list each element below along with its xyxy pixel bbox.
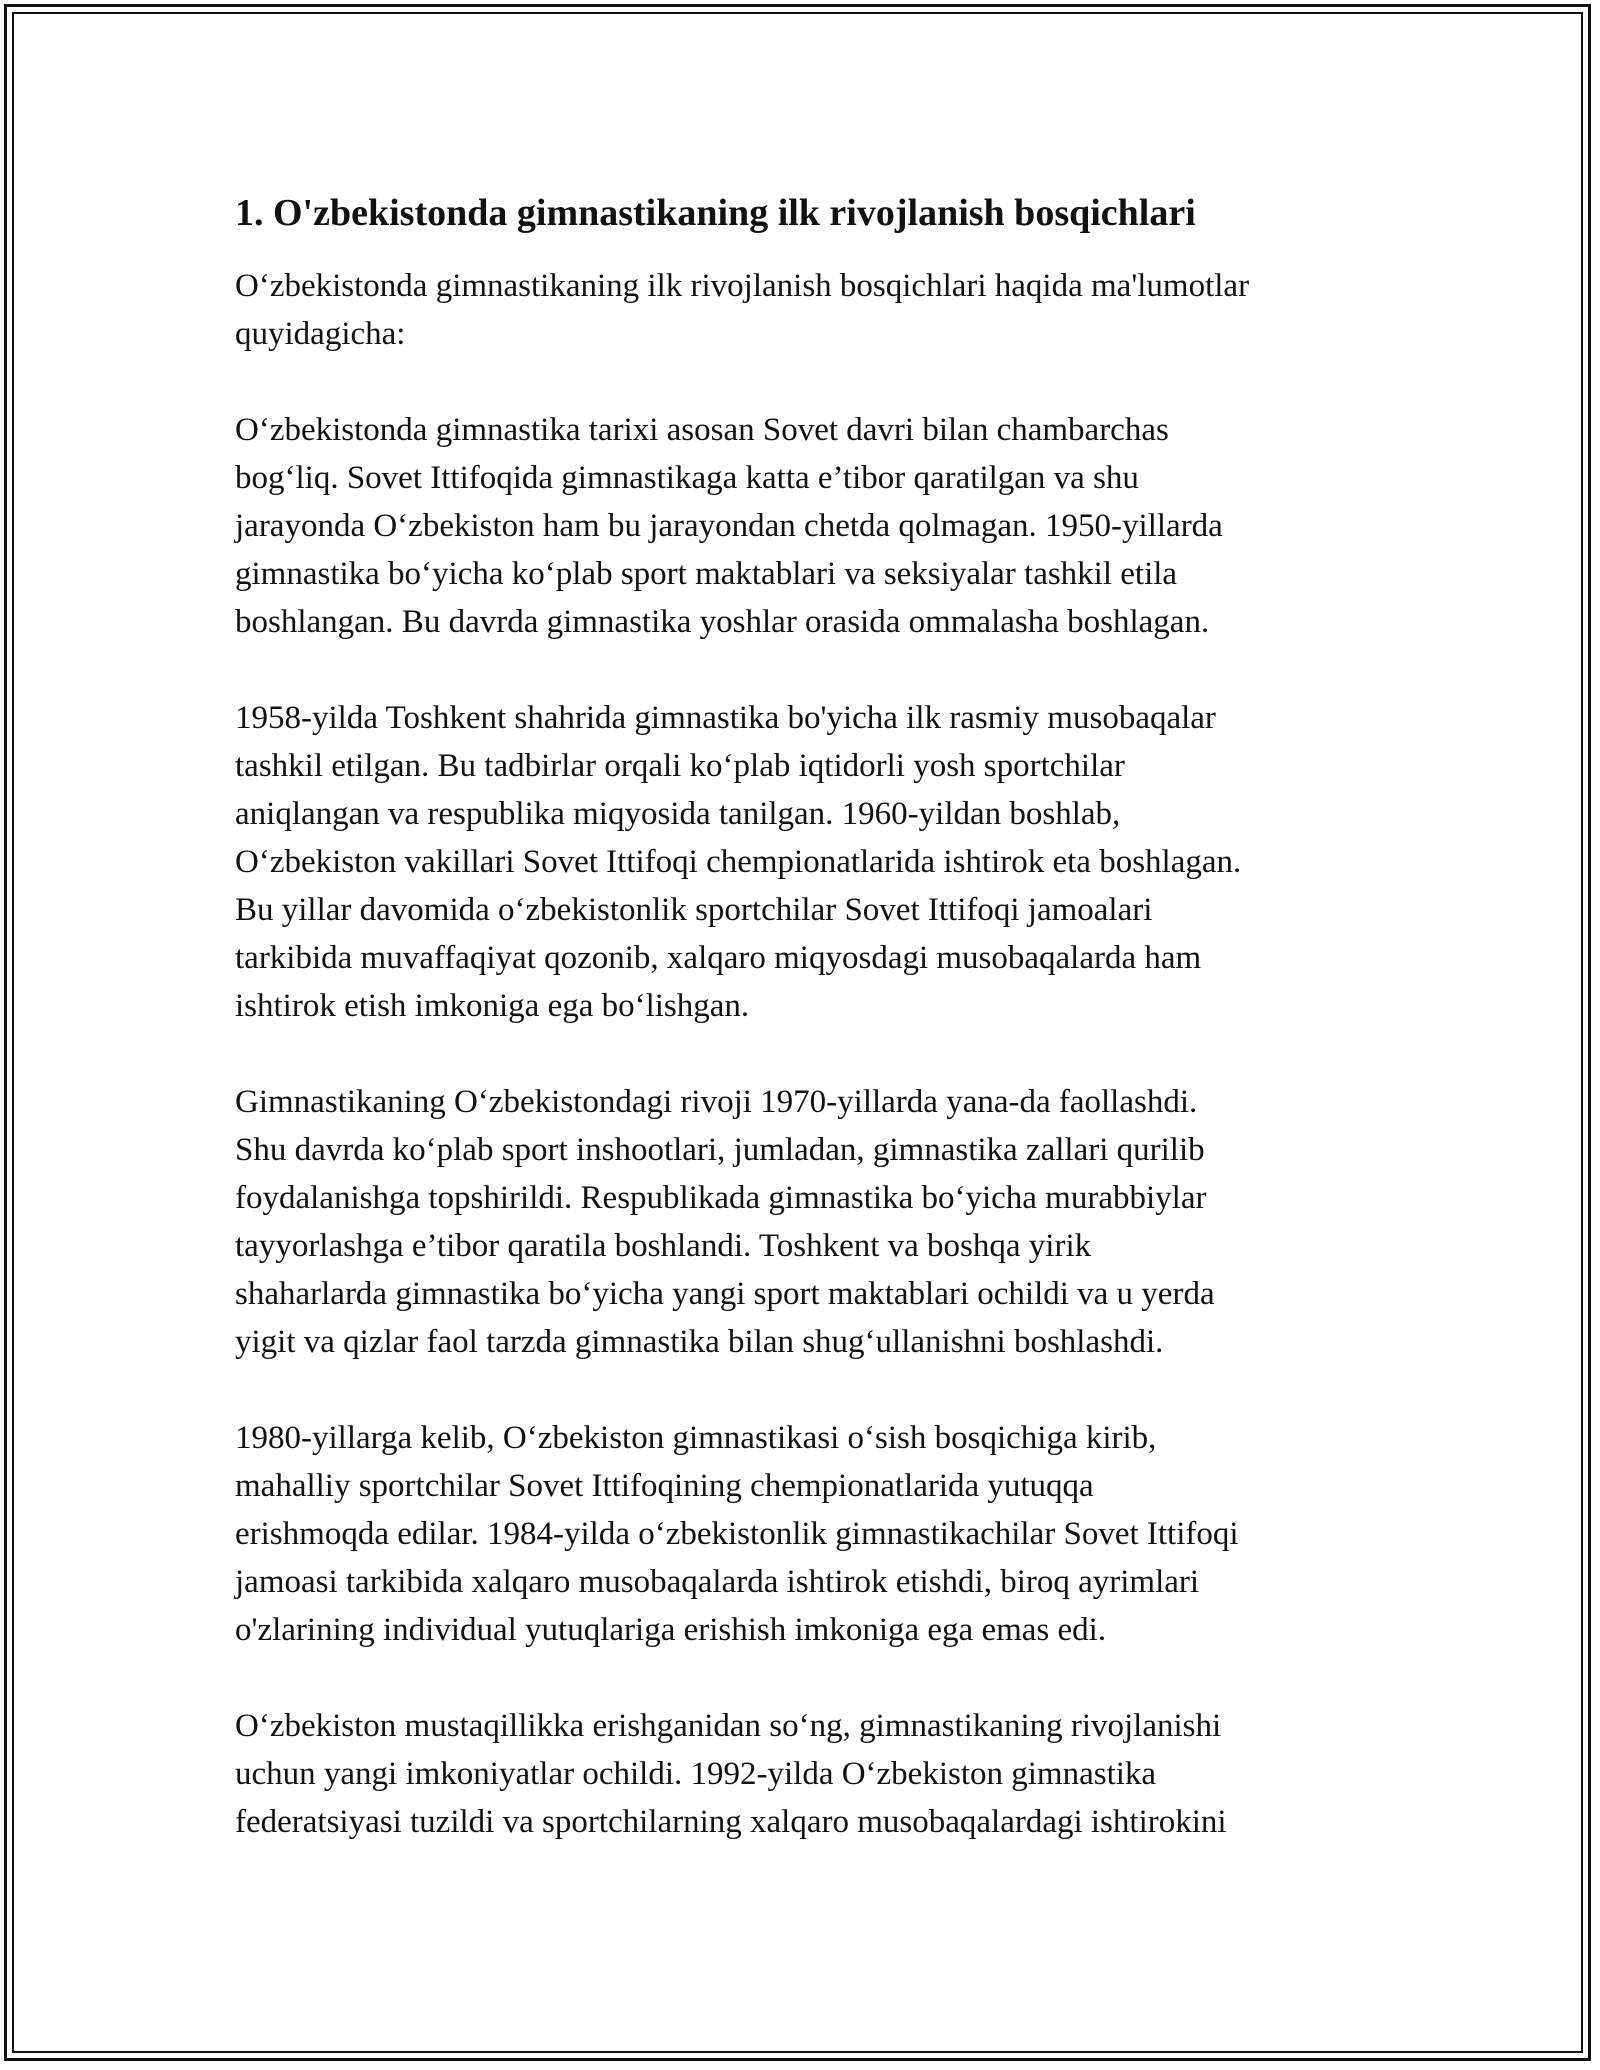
paragraph-independence (235, 1702, 1375, 1846)
paragraph-soviet-era (235, 406, 1375, 646)
text-line: mahalliy sportchilar Sovet Ittifoqining chempionatlarida yutuqqa (235, 1468, 1094, 1504)
paragraph-1970s (235, 1078, 1375, 1366)
text-line: O‘zbekiston vakillari Sovet Ittifoqi chempionatlarida ishtirok eta boshlagan. (235, 844, 1242, 880)
intro-line: quyidagicha: (235, 316, 406, 352)
text-line: Gimnastikaning O‘zbekistondagi rivoji 1970-yillarda yana-da faollashdi. (235, 1084, 1198, 1120)
paragraph-1958-competitions (235, 694, 1375, 1030)
text-line: 1980-yillarga kelib, O‘zbekiston gimnastikasi o‘sish bosqichiga kirib, (235, 1420, 1157, 1456)
text-line: jamoasi tarkibida xalqaro musobaqalarda ishtirok etishdi, biroq ayrimlari (235, 1564, 1200, 1600)
text-line: tayyorlashga e’tibor qaratila boshlandi. Toshkent va boshqa yirik (235, 1228, 1092, 1264)
intro-paragraph (235, 262, 1375, 358)
document-body (235, 188, 1375, 1846)
intro-line: O‘zbekistonda gimnastikaning ilk rivojlanish bosqichlari haqida ma'lumotlar (235, 268, 1250, 304)
text-line: foydalanishga topshirildi. Respublikada gimnastika bo‘yicha murabbiylar (235, 1180, 1207, 1216)
text-line: aniqlangan va respublika miqyosida tanilgan. 1960-yildan boshlab, (235, 796, 1121, 832)
text-line: shaharlarda gimnastika bo‘yicha yangi sport maktablari ochildi va u yerda (235, 1276, 1215, 1312)
text-line: tarkibida muvaffaqiyat qozonib, xalqaro miqyosdagi musobaqalarda ham (235, 940, 1202, 976)
text-line: o'zlarining individual yutuqlariga erishish imkoniga ega emas edi. (235, 1612, 1107, 1648)
text-line: jarayonda O‘zbekiston ham bu jarayondan chetda qolmagan. 1950-yillarda (235, 508, 1223, 544)
text-line: yigit va qizlar faol tarzda gimnastika bilan shug‘ullanishni boshlashdi. (235, 1324, 1164, 1360)
text-line: O‘zbekiston mustaqillikka erishganidan so‘ng, gimnastikaning rivojlanishi (235, 1708, 1222, 1744)
text-line: gimnastika bo‘yicha ko‘plab sport maktablari va seksiyalar tashkil etila (235, 556, 1178, 592)
text-line: Shu davrda ko‘plab sport inshootlari, jumladan, gimnastika zallari qurilib (235, 1132, 1205, 1168)
text-line: O‘zbekistonda gimnastika tarixi asosan Sovet davri bilan chambarchas (235, 412, 1169, 448)
document-title: 1. O'zbekistonda gimnastikaning ilk rivojlanish bosqichlari (235, 192, 1196, 234)
text-line: boshlangan. Bu davrda gimnastika yoshlar orasida ommalasha boshlagan. (235, 604, 1210, 640)
text-line: federatsiyasi tuzildi va sportchilarning xalqaro musobaqalardagi ishtirokini (235, 1804, 1227, 1840)
text-line: ishtirok etish imkoniga ega bo‘lishgan. (235, 988, 750, 1024)
text-line: tashkil etilgan. Bu tadbirlar orqali ko‘plab iqtidorli yosh sportchilar (235, 748, 1125, 784)
text-line: erishmoqda edilar. 1984-yilda o‘zbekistonlik gimnastikachilar Sovet Ittifoqi (235, 1516, 1239, 1552)
text-line: 1958-yilda Toshkent shahrida gimnastika bo'yicha ilk rasmiy musobaqalar (235, 700, 1216, 736)
text-line: bog‘liq. Sovet Ittifoqida gimnastikaga katta e’tibor qaratilgan va shu (235, 460, 1139, 496)
paragraph-1980s (235, 1414, 1375, 1654)
text-line: Bu yillar davomida o‘zbekistonlik sportchilar Sovet Ittifoqi jamoalari (235, 892, 1153, 928)
text-line: uchun yangi imkoniyatlar ochildi. 1992-yilda O‘zbekiston gimnastika (235, 1756, 1157, 1792)
